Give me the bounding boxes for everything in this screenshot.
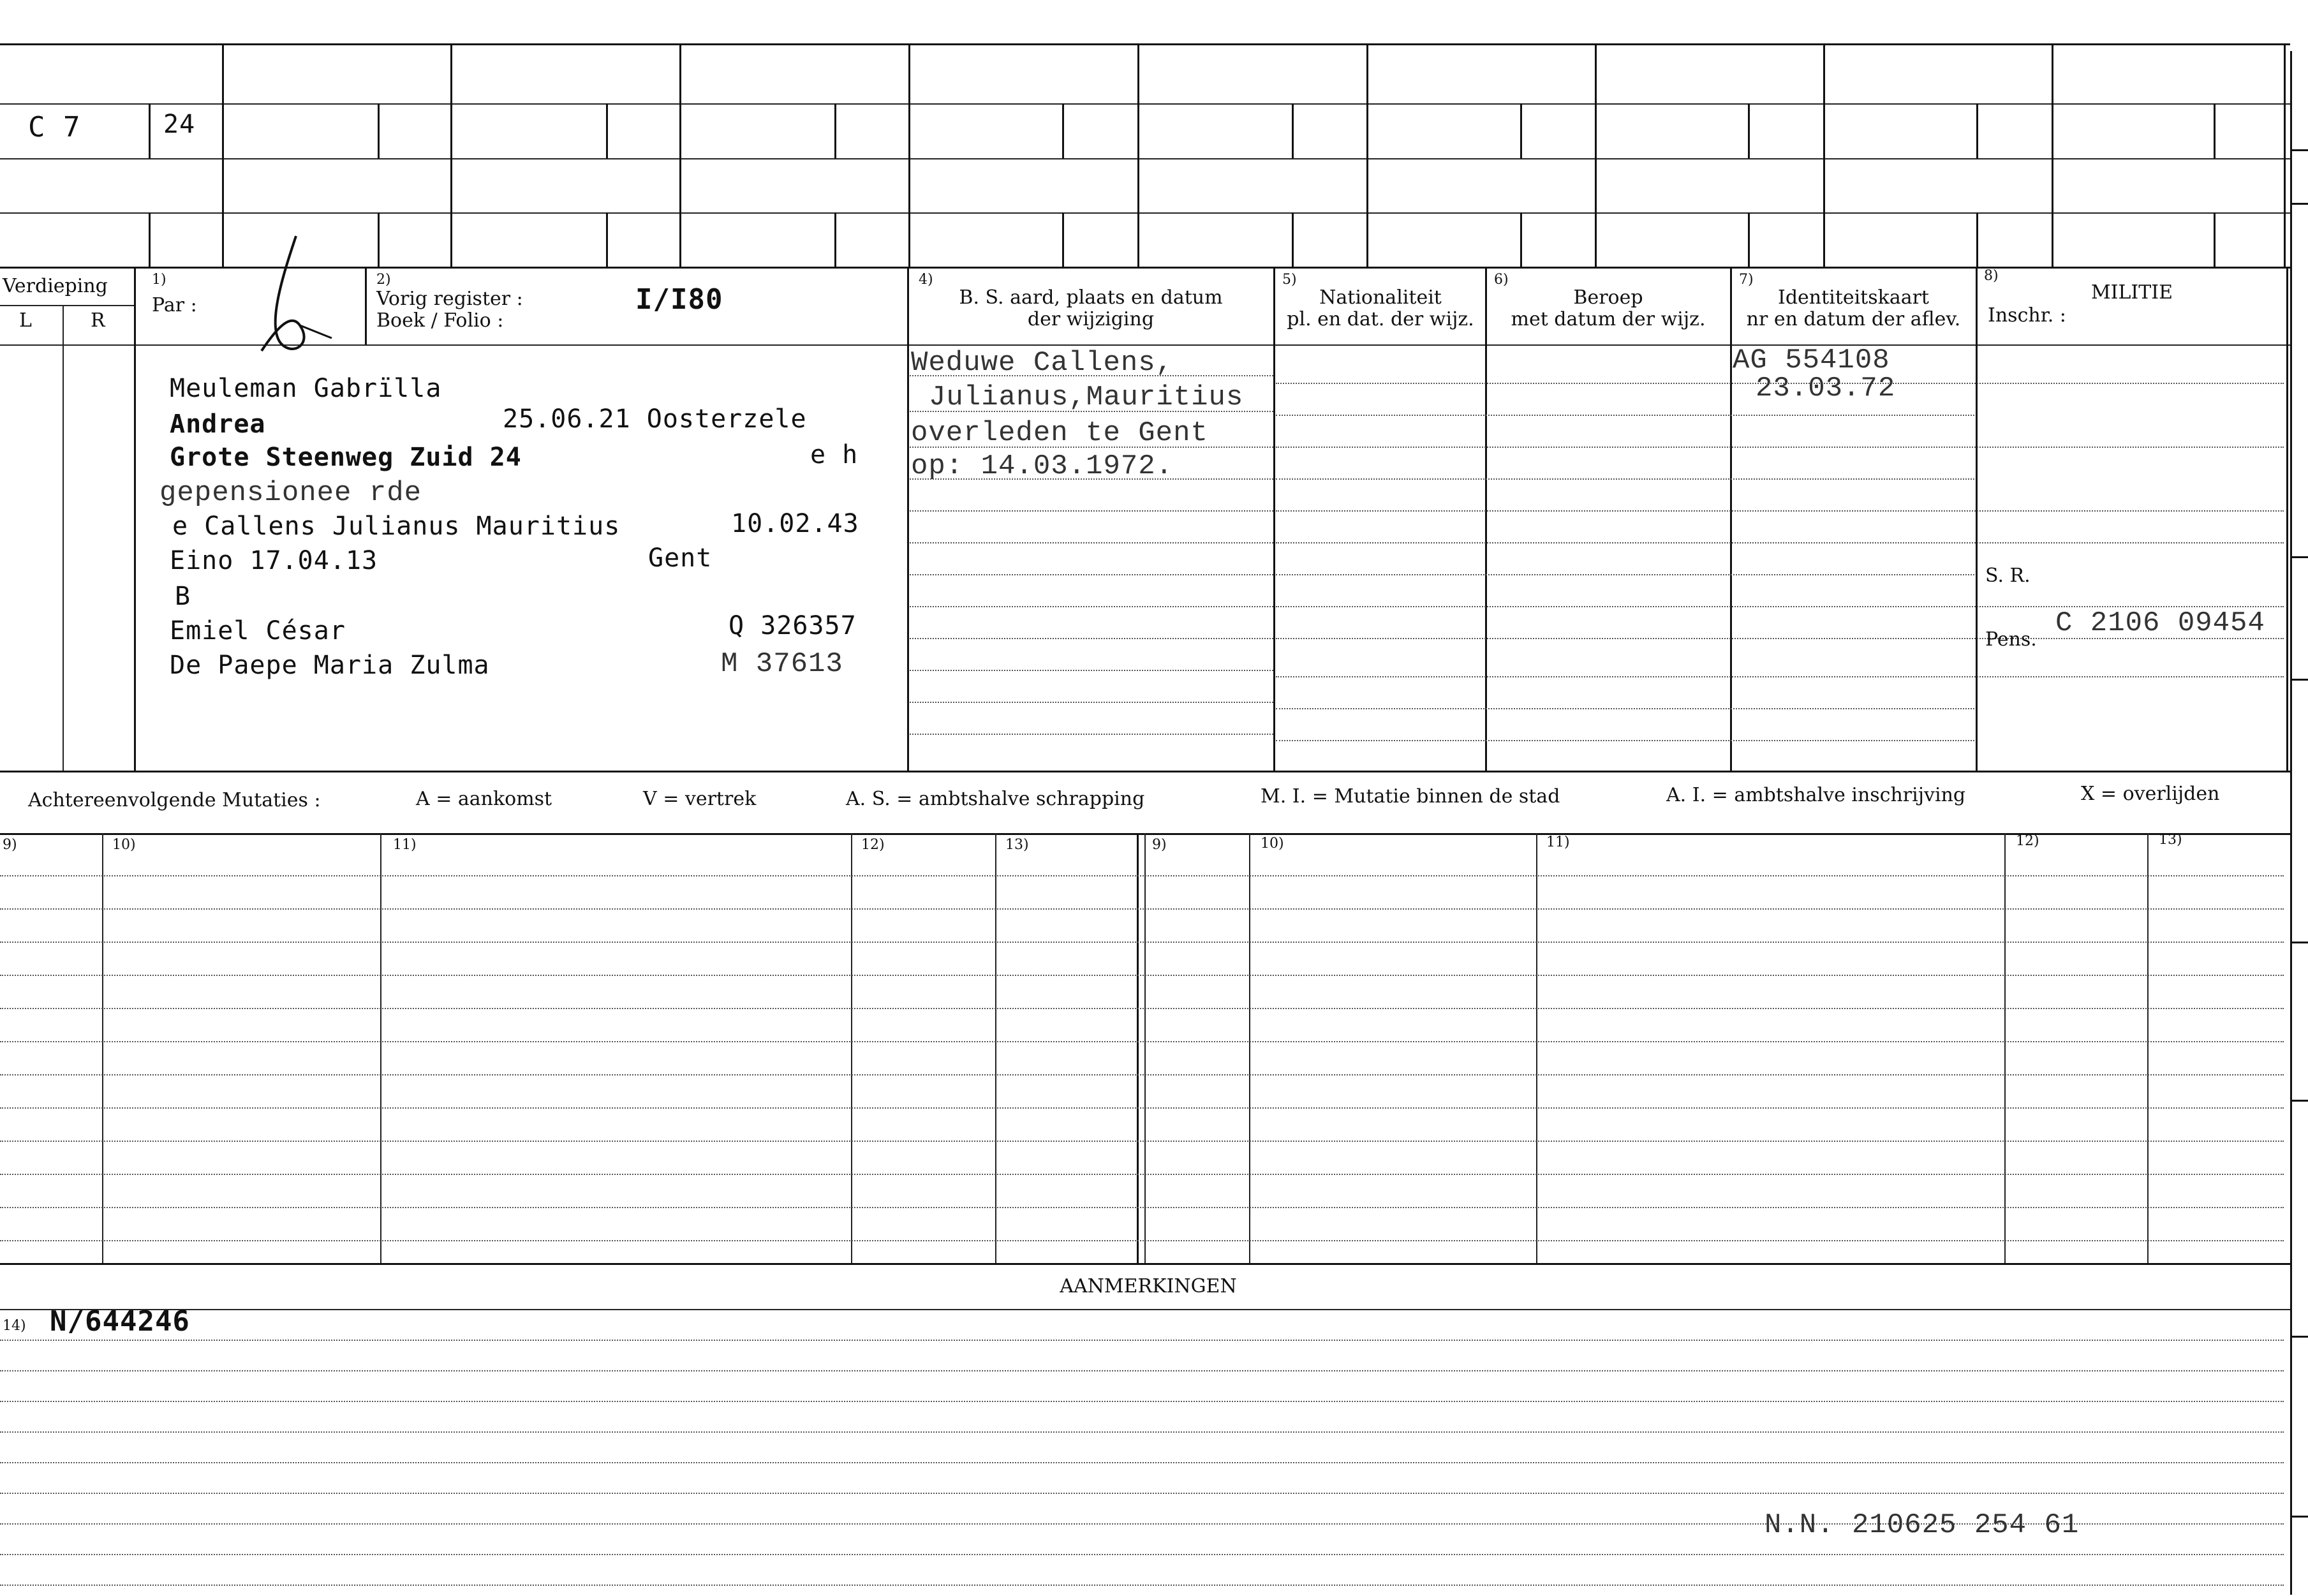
bs-label-line2: der wijziging bbox=[1027, 308, 1155, 330]
identiteitskaart-number: 7) bbox=[1739, 272, 1754, 288]
legend-v: V = vertrek bbox=[643, 788, 757, 810]
militie-label: MILITIE bbox=[2090, 281, 2173, 304]
sequence-code: C 7 bbox=[28, 111, 81, 144]
person-name-line1: Meuleman Gabrïlla bbox=[170, 374, 442, 403]
par-label: Par : bbox=[152, 294, 197, 316]
register-number: 24 bbox=[163, 110, 196, 139]
mutation-col-12b: 12) bbox=[2016, 833, 2039, 849]
pens-value: C 2106 09454 bbox=[2055, 607, 2265, 639]
mutation-col-12: 12) bbox=[861, 837, 885, 853]
signature-mark bbox=[255, 230, 344, 357]
mutation-col-10: 10) bbox=[112, 837, 136, 853]
bs-entry-line1: Weduwe Callens, bbox=[911, 347, 1174, 379]
legend-a: A = aankomst bbox=[416, 788, 552, 810]
person-birth: 25.06.21 Oosterzele bbox=[503, 404, 807, 434]
person-spouse-place: Gent bbox=[648, 543, 713, 573]
person-occupation: gepensionee rde bbox=[159, 477, 422, 509]
bs-number: 4) bbox=[919, 272, 933, 288]
mutation-col-13b: 13) bbox=[2159, 832, 2182, 848]
mutation-col-9b: 9) bbox=[1152, 837, 1167, 853]
mutation-col-11: 11) bbox=[393, 837, 417, 853]
person-spouse: e Callens Julianus Mauritius bbox=[172, 512, 621, 541]
person-address: Grote Steenweg Zuid 24 bbox=[170, 443, 522, 472]
person-name-line2: Andrea bbox=[170, 410, 266, 439]
person-spouse-date: 10.02.43 bbox=[731, 509, 859, 538]
verdieping-label: Verdieping bbox=[3, 275, 108, 297]
remarks-number: 14) bbox=[3, 1318, 26, 1334]
vorig-register-value: I/I80 bbox=[635, 283, 723, 316]
militie-number: 8) bbox=[1984, 268, 1999, 284]
legend-title: Achtereenvolgende Mutaties : bbox=[28, 789, 321, 811]
mutation-col-11b: 11) bbox=[1546, 834, 1570, 850]
legend-ai: A. I. = ambtshalve inschrijving bbox=[1666, 784, 1966, 806]
remarks-value: N/644246 bbox=[50, 1305, 190, 1338]
identiteitskaart-label-line1: Identiteitskaart bbox=[1778, 286, 1929, 309]
mutation-col-9: 9) bbox=[3, 837, 17, 853]
id-card-date: 23.03.72 bbox=[1756, 373, 1896, 404]
verdieping-left: L bbox=[19, 309, 32, 332]
beroep-number: 6) bbox=[1494, 272, 1509, 288]
person-father: Emiel César bbox=[170, 616, 346, 646]
nationaliteit-number: 5) bbox=[1282, 272, 1297, 288]
id-card-number: AG 554108 bbox=[1733, 344, 1890, 376]
remarks-title: AANMERKINGEN bbox=[1060, 1275, 1237, 1297]
nationaliteit-label-line2: pl. en dat. der wijz. bbox=[1287, 308, 1474, 330]
mutation-col-10b: 10) bbox=[1261, 836, 1284, 852]
national-number: N.N. 210625 254 61 bbox=[1764, 1509, 2080, 1541]
person-mother-code: M 37613 bbox=[721, 648, 843, 680]
bs-entry-line3: overleden te Gent bbox=[911, 417, 1208, 449]
verdieping-right: R bbox=[91, 309, 105, 332]
boek-folio-label: Boek / Folio : bbox=[376, 309, 504, 332]
person-mother: De Paepe Maria Zulma bbox=[170, 651, 490, 680]
legend-x: X = overlijden bbox=[2081, 783, 2220, 805]
beroep-label-line2: met datum der wijz. bbox=[1511, 308, 1706, 330]
bs-entry-line4: op: 14.03.1972. bbox=[911, 450, 1174, 482]
vorig-register-label: Vorig register : bbox=[376, 288, 523, 310]
bs-entry-line2: Julianus,Mauritius bbox=[929, 381, 1244, 413]
sr-label: S. R. bbox=[1985, 565, 2031, 587]
mutation-col-13: 13) bbox=[1005, 837, 1029, 853]
nationaliteit-label-line1: Nationaliteit bbox=[1319, 286, 1442, 309]
par-number: 1) bbox=[152, 272, 166, 288]
person-address-code: e h bbox=[810, 440, 859, 469]
person-father-code: Q 326357 bbox=[729, 611, 857, 640]
bs-label-line1: B. S. aard, plaats en datum bbox=[959, 286, 1223, 309]
pens-label: Pens. bbox=[1985, 628, 2037, 651]
legend-mi: M. I. = Mutatie binnen de stad bbox=[1261, 785, 1560, 808]
identiteitskaart-label-line2: nr en datum der aflev. bbox=[1746, 308, 1961, 330]
vorig-register-number: 2) bbox=[376, 272, 391, 288]
person-spouse-birth: Eino 17.04.13 bbox=[170, 546, 378, 575]
person-marker: B bbox=[175, 582, 191, 611]
beroep-label-line1: Beroep bbox=[1573, 286, 1643, 309]
militie-inschr-label: Inschr. : bbox=[1988, 304, 2066, 327]
legend-as: A. S. = ambtshalve schrapping bbox=[846, 788, 1145, 810]
